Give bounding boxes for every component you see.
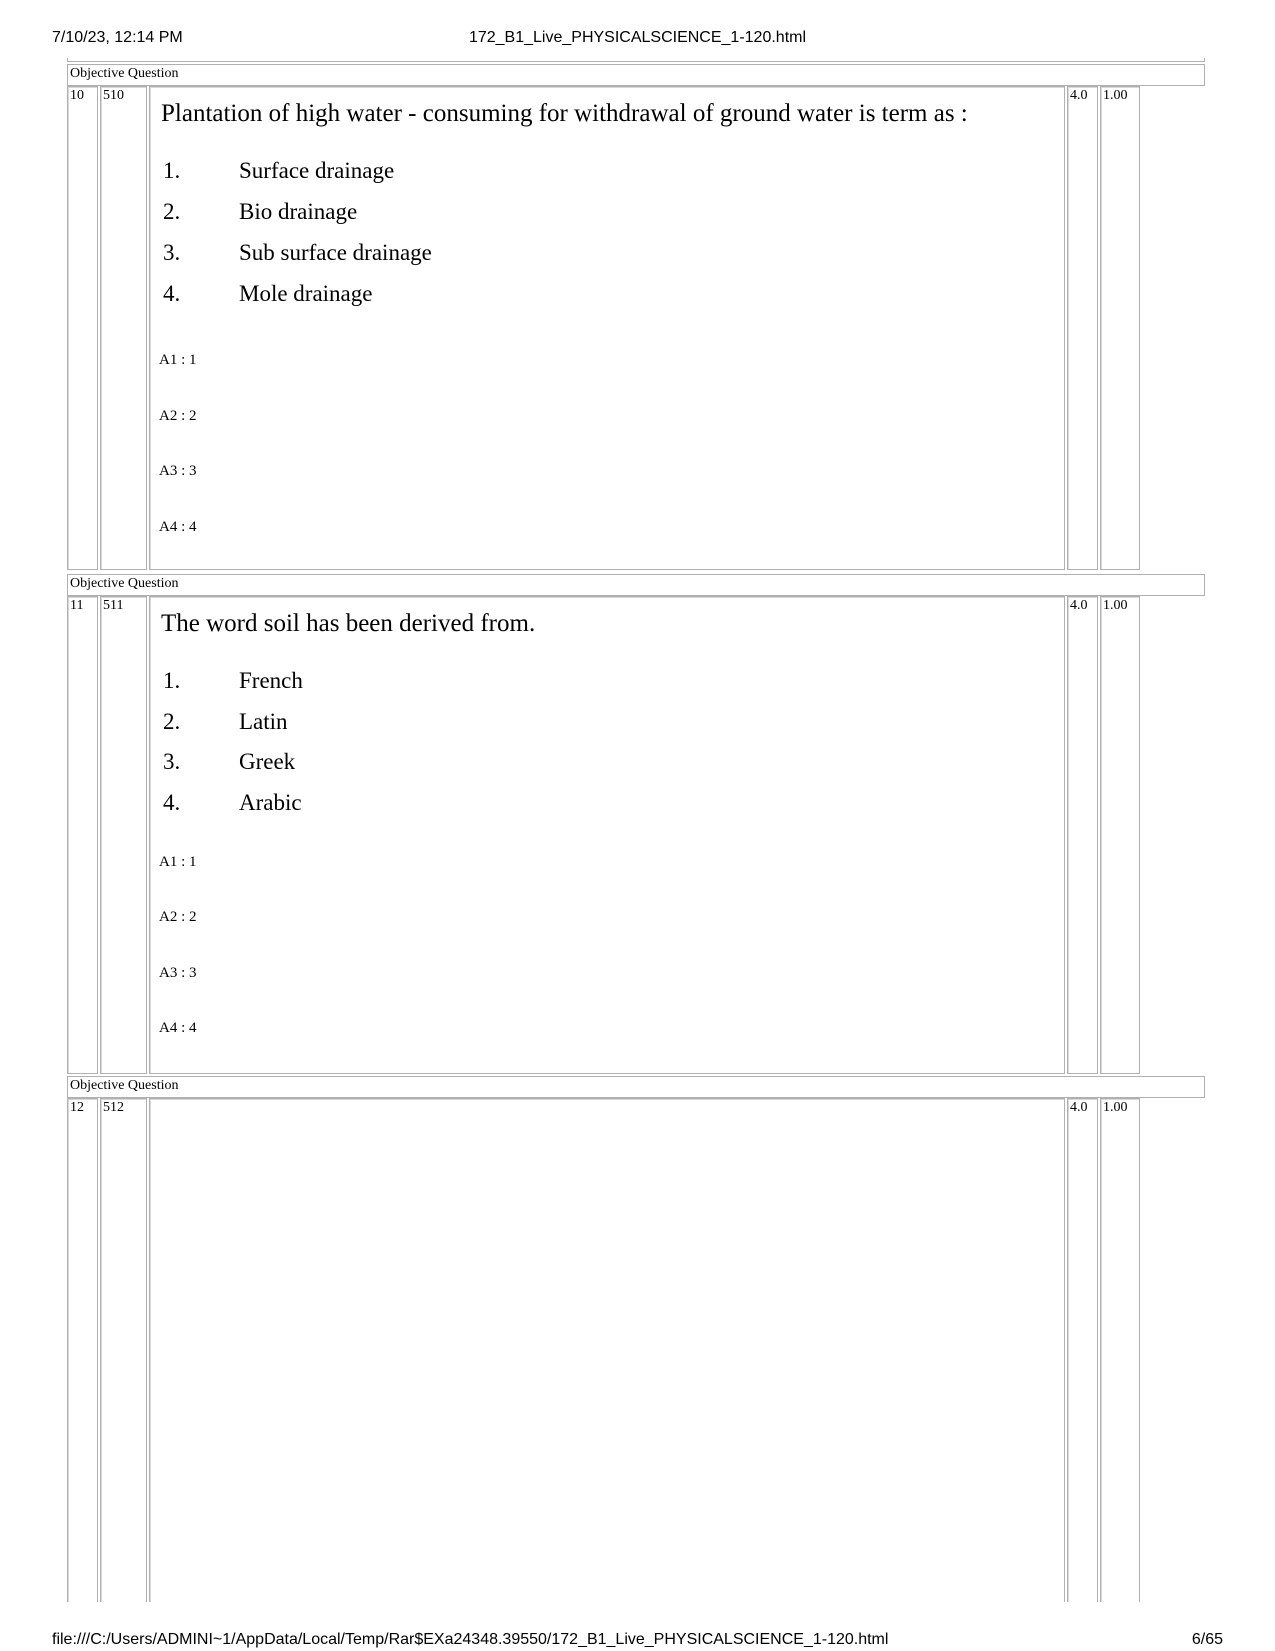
question-table — [67, 58, 1207, 1602]
table-top-edge — [67, 58, 1205, 62]
answer-key: A1 : 1 — [159, 352, 197, 368]
question-body — [149, 1098, 1065, 1602]
negative-marks-value: 1.00 — [1100, 86, 1140, 570]
negative-marks-value: 1.00 — [1100, 1098, 1140, 1602]
answer-key: A4 : 4 — [159, 519, 197, 535]
question-type-label: Objective Question — [67, 1076, 1205, 1098]
question-id: 511 — [100, 596, 147, 1074]
answer-key: A2 : 2 — [159, 909, 197, 925]
question-text: The word soil has been derived from. — [161, 610, 536, 637]
question-type-label: Objective Question — [67, 574, 1205, 596]
marks-value: 4.0 — [1067, 86, 1098, 570]
question-text: Plantation of high water - consuming for withdrawal of ground water is term as : — [161, 100, 968, 127]
page-number: 6/65 — [1191, 1631, 1223, 1648]
option-text: Mole drainage — [239, 281, 373, 306]
option-text: Latin — [239, 709, 288, 734]
option-text: Bio drainage — [239, 199, 358, 224]
print-datetime: 7/10/23, 12:14 PM — [52, 29, 183, 46]
question-id: 512 — [100, 1098, 147, 1602]
option-text: Sub surface drainage — [239, 240, 432, 265]
option-number: 2. — [163, 709, 181, 734]
serial-number: 12 — [67, 1098, 98, 1602]
option-text: French — [239, 668, 303, 693]
option-number: 1. — [163, 668, 181, 693]
answer-key: A3 : 3 — [159, 965, 197, 981]
answer-key: A3 : 3 — [159, 463, 197, 479]
question-body — [149, 596, 1065, 1074]
negative-marks-value: 1.00 — [1100, 596, 1140, 1074]
option-number: 3. — [163, 749, 181, 774]
answer-key: A4 : 4 — [159, 1020, 197, 1036]
serial-number: 11 — [67, 596, 98, 1074]
answer-key: A1 : 1 — [159, 854, 197, 870]
serial-number: 10 — [67, 86, 98, 570]
question-type-label: Objective Question — [67, 64, 1205, 86]
option-text: Greek — [239, 749, 296, 774]
document-title: 172_B1_Live_PHYSICALSCIENCE_1-120.html — [468, 29, 807, 46]
option-number: 4. — [163, 790, 181, 815]
marks-value: 4.0 — [1067, 596, 1098, 1074]
file-path: file:///C:/Users/ADMINI~1/AppData/Local/Temp/Rar$EXa24348.39550/172_B1_Live_PHYSICALSCIENCE_1-120.html — [52, 1631, 889, 1648]
option-number: 4. — [163, 281, 181, 306]
option-text: Arabic — [239, 790, 302, 815]
question-body — [149, 86, 1065, 570]
marks-value: 4.0 — [1067, 1098, 1098, 1602]
answer-key: A2 : 2 — [159, 408, 197, 424]
option-text: Surface drainage — [239, 158, 395, 183]
question-id: 510 — [100, 86, 147, 570]
option-number: 2. — [163, 199, 181, 224]
option-number: 3. — [163, 240, 181, 265]
option-number: 1. — [163, 158, 181, 183]
